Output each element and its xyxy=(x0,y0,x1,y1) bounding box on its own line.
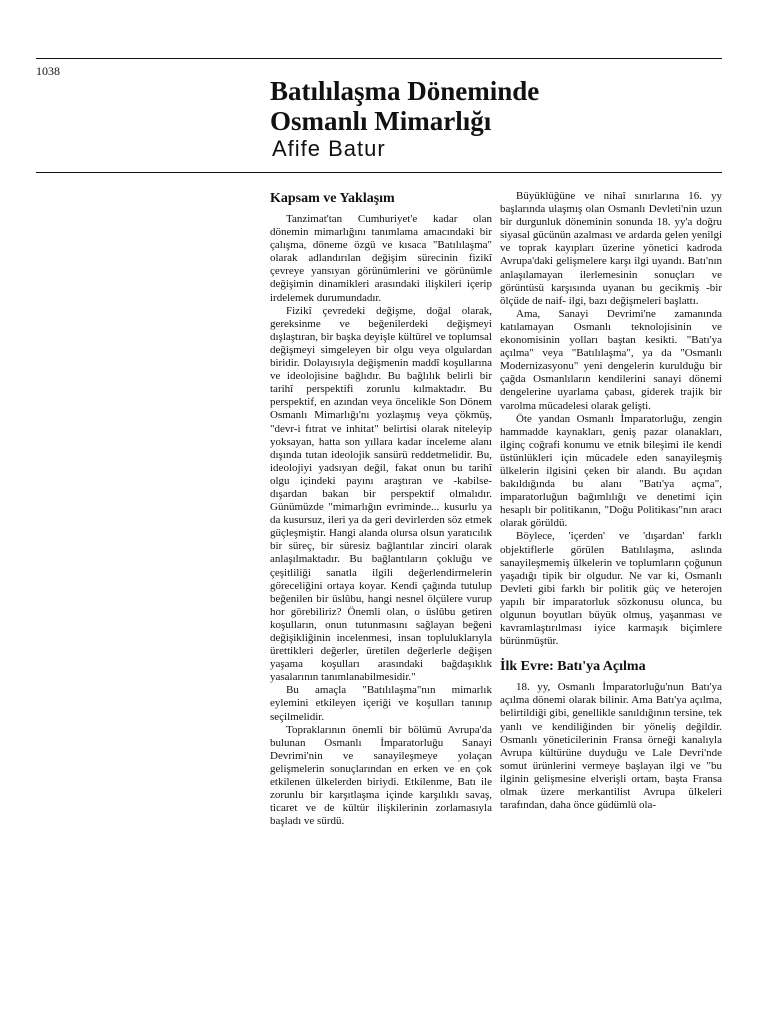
paragraph: 18. yy, Osmanlı İmparatorluğu'nun Batı'ya açılma dönemi olarak bilinir. Ama Batı'ya açılma, belirtildiği gibi, genellikle sanıldığının tersine, tek yanlı ve kendiliğinden bir yöneliş değildir. Osmanlı yöneticilerinin Fransa örneği kanalıyla Avrupa kültürüne duyduğu ve Lale Devri'nde somut ürünlerini vermeye başlayan ilgi ve "bu ilginin gelişmesine elverişli ortam, başta Fransa olmak üzere merkantilist Avrupa ülkeleri tarafından, daha önce güdümlü ola- xyxy=(500,681,722,812)
paragraph: Tanzimat'tan Cumhuriyet'e kadar olan dönemin mimarlığını tanımlama amacındaki bir çalışma, döneme özgü ve kısaca "Batılılaşma" olarak adlandırılan değişim sürecinin fizikî çevreye yansıyan görünümlerini ve görünümle değişimin dinamikleri arasındaki ilişkileri içerip irdelemek durumundadır. xyxy=(270,213,492,304)
paragraph: Bu amaçla "Batılılaşma"nın mimarlık eylemini etkileyen içeriği ve koşulları tanınıp seçilmelidir. xyxy=(270,684,492,723)
left-column xyxy=(270,190,492,828)
top-rule xyxy=(36,58,722,59)
paragraph: Topraklarının önemli bir bölümü Avrupa'da bulunan Osmanlı İmparatorluğu Sanayi Devrimi'nin ve sanayileşmeye yolaçan gelişmelerin sonuçlarından en erken ve en çok etkilenen ülkelerden biriydi. Etkilenme, Batı ile zorunlu bir karşıtlaşma içinde karşılıklı savaş, ticaret ve de kültür ilişkilerinin zorlamasıyla başladı ve sürdü. xyxy=(270,723,492,828)
paragraph: Ama, Sanayi Devrimi'ne zamanında katılamayan Osmanlı teknolojisinin ve ekonomisinin yolları baştan kesikti. "Batı'ya açılma" veya "Batılılaşma", ya da "Osmanlı Modernizasyonu" yeni dengelerin kurulduğu bir çağda Osmanlıların kendilerini sanayi dönemi dengelerine uyarlama çabası, giderek trajik bir varolma mücadelesi olarak gelişti. xyxy=(500,307,722,412)
page-number: 1038 xyxy=(36,64,60,78)
section-rule xyxy=(36,172,722,173)
paragraph: Öte yandan Osmanlı İmparatorluğu, zengin hammadde kaynakları, geniş pazar olanakları, ilginç coğrafi konumu ve etnik bileşimi ile kendi üstünlükleri için mücadele eden sanayileşmiş ülkelerin ilgisini çeken bir alandı. Bu açıdan bakıldığında bu alanı "Batı'ya açma", imparatorluğun bağımlılığı ve denetimi için hesaplı bir politikanın, "Doğu Politikası"nın aracı olarak görüldü. xyxy=(500,412,722,530)
section-heading-scope: Kapsam ve Yaklaşım xyxy=(270,191,395,206)
author-name: Afife Batur xyxy=(272,136,386,161)
title-line-1: Batılılaşma Döneminde xyxy=(270,76,540,106)
section-heading-first-phase: İlk Evre: Batı'ya Açılma xyxy=(500,659,646,675)
right-column xyxy=(500,190,722,812)
paragraph: Böylece, 'içerden' ve 'dışardan' farklı objektiflerle görülen Batılılaşma, aslında sanayileşmemiş ülkelerin ve toplumların çoğunun yaşadığı tipik bir olgudur. Ne var ki, Osmanlı Devleti gibi farklı bir politik güç ve heterojen yapılı bir imparatorluk sözkonusu olunca, bu olgunun boyutları büyük olmuş, yaşanması ve kavramlaştırılması iyice karmaşık biçimlere bürünmüştür. xyxy=(500,530,722,648)
paragraph: Büyüklüğüne ve nihaî sınırlarına 16. yy başlarında ulaşmış olan Osmanlı Devleti'nin uzun bir durgunluk döneminin sonunda 18. yy'a doğru siyasal gücünün azalması ve ardarda gelen yenilgi ve toprak kayıpları üzerine yönetici kadroda Avrupa'daki gelişmelere karşı ilgi uyandı. Batı'nın anlaşılamayan ilerlemesinin sonuçları ve görüntüsü karşısında uyanan bu gecikmiş -bir ölçüde de naif- ilgi, bazı değişmeleri başlattı. xyxy=(500,190,722,307)
article-title xyxy=(270,76,539,136)
paragraph: Fizikî çevredeki değişme, doğal olarak, gereksinme ve beğenilerdeki değişmeyi dışlaştıran, bir başka deyişle kültürel ve toplumsal değişmeyi simgeleyen bir olgu veya olgulardan biridir. Dolayısıyla değişmenin maddî koşullarına ve ideolojisine bağlıdır. Bu bağlılık belirli bir tarihî perspektifi zorunlu kılmaktadır. Bu perspektif, en azından veya öncelikle Son Dönem Osmanlı Mimarlığı'nı yozlaşmış veya çökmüş, "devr-i fıtrat ve inhitat" belirtisi olarak niteleyip yoksayan, hatta son yıllara kadar inceleme alanı dışında tutan ideolojik sansürü reddetmelidir. Bu, ideolojiyi yadsıyan değil, fakat onun bu tarihî olgu içindeki payını araştıran ve -kabilse- dışardan bakan bir perspektif olmalıdır. Günümüzde "mimarlığın evriminde... kusurlu ya da kusursuz, ileri ya da geri devirlerden söz etmek güçleşmiştir. Hangi alanda olursa olsun yaratıcılık bir süreç, bir süresiz bağlantılar zinciri olarak anlaşılmaktadır. Bu bağlantıların çokluğu ve çeşitliliği sanatla ilgili değerlendirmelerin göreceliğini ortaya koyar. Kendi çağında tutulup beğenilen bir üslûbu, hangi nesnel ölçülere vurup hor görebiliriz? Önemli olan, o üslûbu getiren koşulların, onun tutunmasını sağlayan beğeni değişikliğinin incelenmesi, insan topluluklarıyla ürettikleri değerler, üretilen değerlerle değişen yaşama koşulları arasındaki bağdaşıklık yasalarının tanımlanabilmesidir." xyxy=(270,304,492,684)
title-line-2: Osmanlı Mimarlığı xyxy=(270,106,492,136)
